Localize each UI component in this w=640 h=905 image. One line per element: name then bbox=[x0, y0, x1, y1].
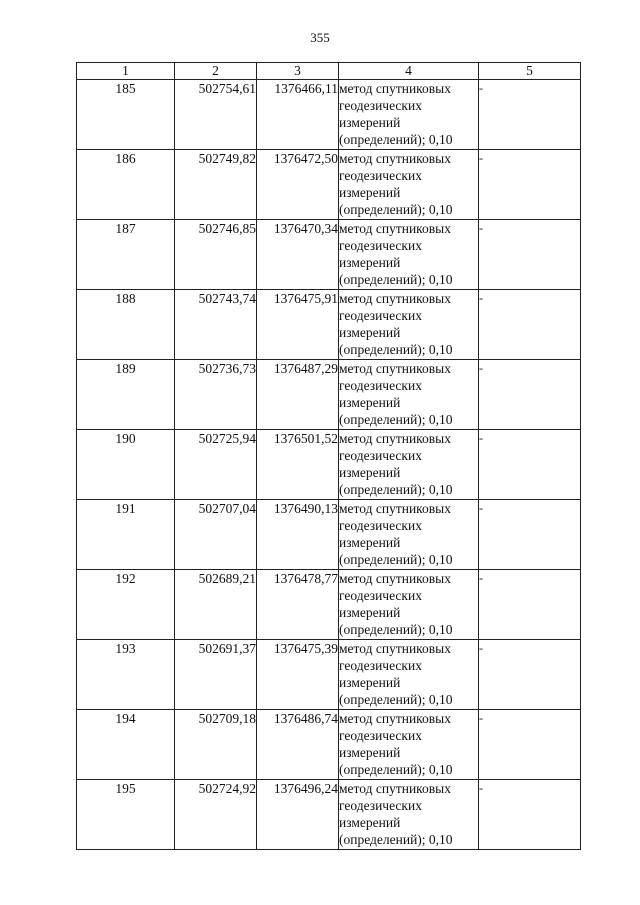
x-coordinate-cell: 502707,04 bbox=[175, 500, 257, 570]
table-header-row bbox=[77, 63, 581, 80]
column-header: 4 bbox=[339, 63, 479, 80]
page-number: 355 bbox=[310, 30, 330, 45]
method-line: измерений bbox=[339, 255, 401, 270]
method-cell bbox=[339, 710, 479, 780]
column-header: 2 bbox=[175, 63, 257, 80]
method-line: геодезических bbox=[339, 658, 422, 673]
point-number-cell: 192 bbox=[77, 570, 175, 640]
table-row bbox=[77, 500, 581, 570]
y-coordinate-cell: 1376466,11 bbox=[257, 80, 339, 150]
method-line: измерений bbox=[339, 325, 401, 340]
note-cell: - bbox=[479, 780, 581, 850]
table-row bbox=[77, 360, 581, 430]
method-line: измерений bbox=[339, 745, 401, 760]
note-cell: - bbox=[479, 570, 581, 640]
method-cell bbox=[339, 640, 479, 710]
x-coordinate-cell: 502689,21 bbox=[175, 570, 257, 640]
method-cell bbox=[339, 500, 479, 570]
table-row bbox=[77, 570, 581, 640]
x-coordinate-cell: 502725,94 bbox=[175, 430, 257, 500]
table-body bbox=[77, 80, 581, 850]
x-coordinate-cell: 502691,37 bbox=[175, 640, 257, 710]
method-cell bbox=[339, 360, 479, 430]
x-coordinate-cell: 502754,61 bbox=[175, 80, 257, 150]
method-line: (определений); 0,10 bbox=[339, 622, 453, 637]
column-header: 1 bbox=[77, 63, 175, 80]
table-row bbox=[77, 710, 581, 780]
method-line: геодезических bbox=[339, 798, 422, 813]
table-row bbox=[77, 290, 581, 360]
x-coordinate-cell: 502709,18 bbox=[175, 710, 257, 780]
note-cell: - bbox=[479, 150, 581, 220]
point-number-cell: 190 bbox=[77, 430, 175, 500]
method-line: (определений); 0,10 bbox=[339, 202, 453, 217]
method-cell bbox=[339, 220, 479, 290]
point-number-cell: 185 bbox=[77, 80, 175, 150]
note-cell: - bbox=[479, 640, 581, 710]
method-cell bbox=[339, 80, 479, 150]
y-coordinate-cell: 1376478,77 bbox=[257, 570, 339, 640]
point-number-cell: 186 bbox=[77, 150, 175, 220]
coordinates-table bbox=[76, 62, 581, 850]
y-coordinate-cell: 1376487,29 bbox=[257, 360, 339, 430]
note-cell: - bbox=[479, 710, 581, 780]
table-row bbox=[77, 430, 581, 500]
method-line: геодезических bbox=[339, 378, 422, 393]
method-line: измерений bbox=[339, 605, 401, 620]
method-line: метод спутниковых bbox=[339, 291, 451, 306]
method-line: измерений bbox=[339, 815, 401, 830]
method-line: метод спутниковых bbox=[339, 781, 451, 796]
method-line: (определений); 0,10 bbox=[339, 412, 453, 427]
note-cell: - bbox=[479, 500, 581, 570]
y-coordinate-cell: 1376490,13 bbox=[257, 500, 339, 570]
method-line: измерений bbox=[339, 535, 401, 550]
method-line: геодезических bbox=[339, 448, 422, 463]
table-row bbox=[77, 80, 581, 150]
table-row bbox=[77, 640, 581, 710]
method-line: (определений); 0,10 bbox=[339, 762, 453, 777]
point-number-cell: 195 bbox=[77, 780, 175, 850]
x-coordinate-cell: 502724,92 bbox=[175, 780, 257, 850]
method-line: геодезических bbox=[339, 518, 422, 533]
y-coordinate-cell: 1376475,91 bbox=[257, 290, 339, 360]
point-number-cell: 189 bbox=[77, 360, 175, 430]
point-number-cell: 191 bbox=[77, 500, 175, 570]
method-line: (определений); 0,10 bbox=[339, 342, 453, 357]
method-line: метод спутниковых bbox=[339, 221, 451, 236]
method-cell bbox=[339, 430, 479, 500]
y-coordinate-cell: 1376475,39 bbox=[257, 640, 339, 710]
method-line: (определений); 0,10 bbox=[339, 552, 453, 567]
x-coordinate-cell: 502746,85 bbox=[175, 220, 257, 290]
table-row bbox=[77, 220, 581, 290]
method-line: измерений bbox=[339, 185, 401, 200]
method-cell bbox=[339, 570, 479, 640]
method-line: измерений bbox=[339, 675, 401, 690]
point-number-cell: 193 bbox=[77, 640, 175, 710]
method-line: метод спутниковых bbox=[339, 151, 451, 166]
method-line: измерений bbox=[339, 115, 401, 130]
method-line: измерений bbox=[339, 465, 401, 480]
table-row bbox=[77, 150, 581, 220]
method-line: (определений); 0,10 bbox=[339, 272, 453, 287]
table-row bbox=[77, 780, 581, 850]
note-cell: - bbox=[479, 430, 581, 500]
point-number-cell: 187 bbox=[77, 220, 175, 290]
x-coordinate-cell: 502743,74 bbox=[175, 290, 257, 360]
method-line: метод спутниковых bbox=[339, 571, 451, 586]
method-line: метод спутниковых bbox=[339, 501, 451, 516]
x-coordinate-cell: 502736,73 bbox=[175, 360, 257, 430]
method-line: метод спутниковых bbox=[339, 641, 451, 656]
method-line: (определений); 0,10 bbox=[339, 132, 453, 147]
method-line: метод спутниковых bbox=[339, 81, 451, 96]
x-coordinate-cell: 502749,82 bbox=[175, 150, 257, 220]
method-line: геодезических bbox=[339, 238, 422, 253]
y-coordinate-cell: 1376496,24 bbox=[257, 780, 339, 850]
note-cell: - bbox=[479, 80, 581, 150]
y-coordinate-cell: 1376470,34 bbox=[257, 220, 339, 290]
method-line: геодезических bbox=[339, 168, 422, 183]
y-coordinate-cell: 1376501,52 bbox=[257, 430, 339, 500]
method-line: измерений bbox=[339, 395, 401, 410]
method-line: геодезических bbox=[339, 728, 422, 743]
method-line: (определений); 0,10 bbox=[339, 832, 453, 847]
y-coordinate-cell: 1376486,74 bbox=[257, 710, 339, 780]
method-cell bbox=[339, 150, 479, 220]
note-cell: - bbox=[479, 290, 581, 360]
point-number-cell: 194 bbox=[77, 710, 175, 780]
point-number-cell: 188 bbox=[77, 290, 175, 360]
method-cell bbox=[339, 780, 479, 850]
method-line: геодезических bbox=[339, 98, 422, 113]
method-line: метод спутниковых bbox=[339, 711, 451, 726]
method-line: метод спутниковых bbox=[339, 361, 451, 376]
method-cell bbox=[339, 290, 479, 360]
method-line: (определений); 0,10 bbox=[339, 482, 453, 497]
y-coordinate-cell: 1376472,50 bbox=[257, 150, 339, 220]
method-line: геодезических bbox=[339, 308, 422, 323]
method-line: метод спутниковых bbox=[339, 431, 451, 446]
method-line: (определений); 0,10 bbox=[339, 692, 453, 707]
method-line: геодезических bbox=[339, 588, 422, 603]
column-header: 5 bbox=[479, 63, 581, 80]
note-cell: - bbox=[479, 360, 581, 430]
note-cell: - bbox=[479, 220, 581, 290]
column-header: 3 bbox=[257, 63, 339, 80]
